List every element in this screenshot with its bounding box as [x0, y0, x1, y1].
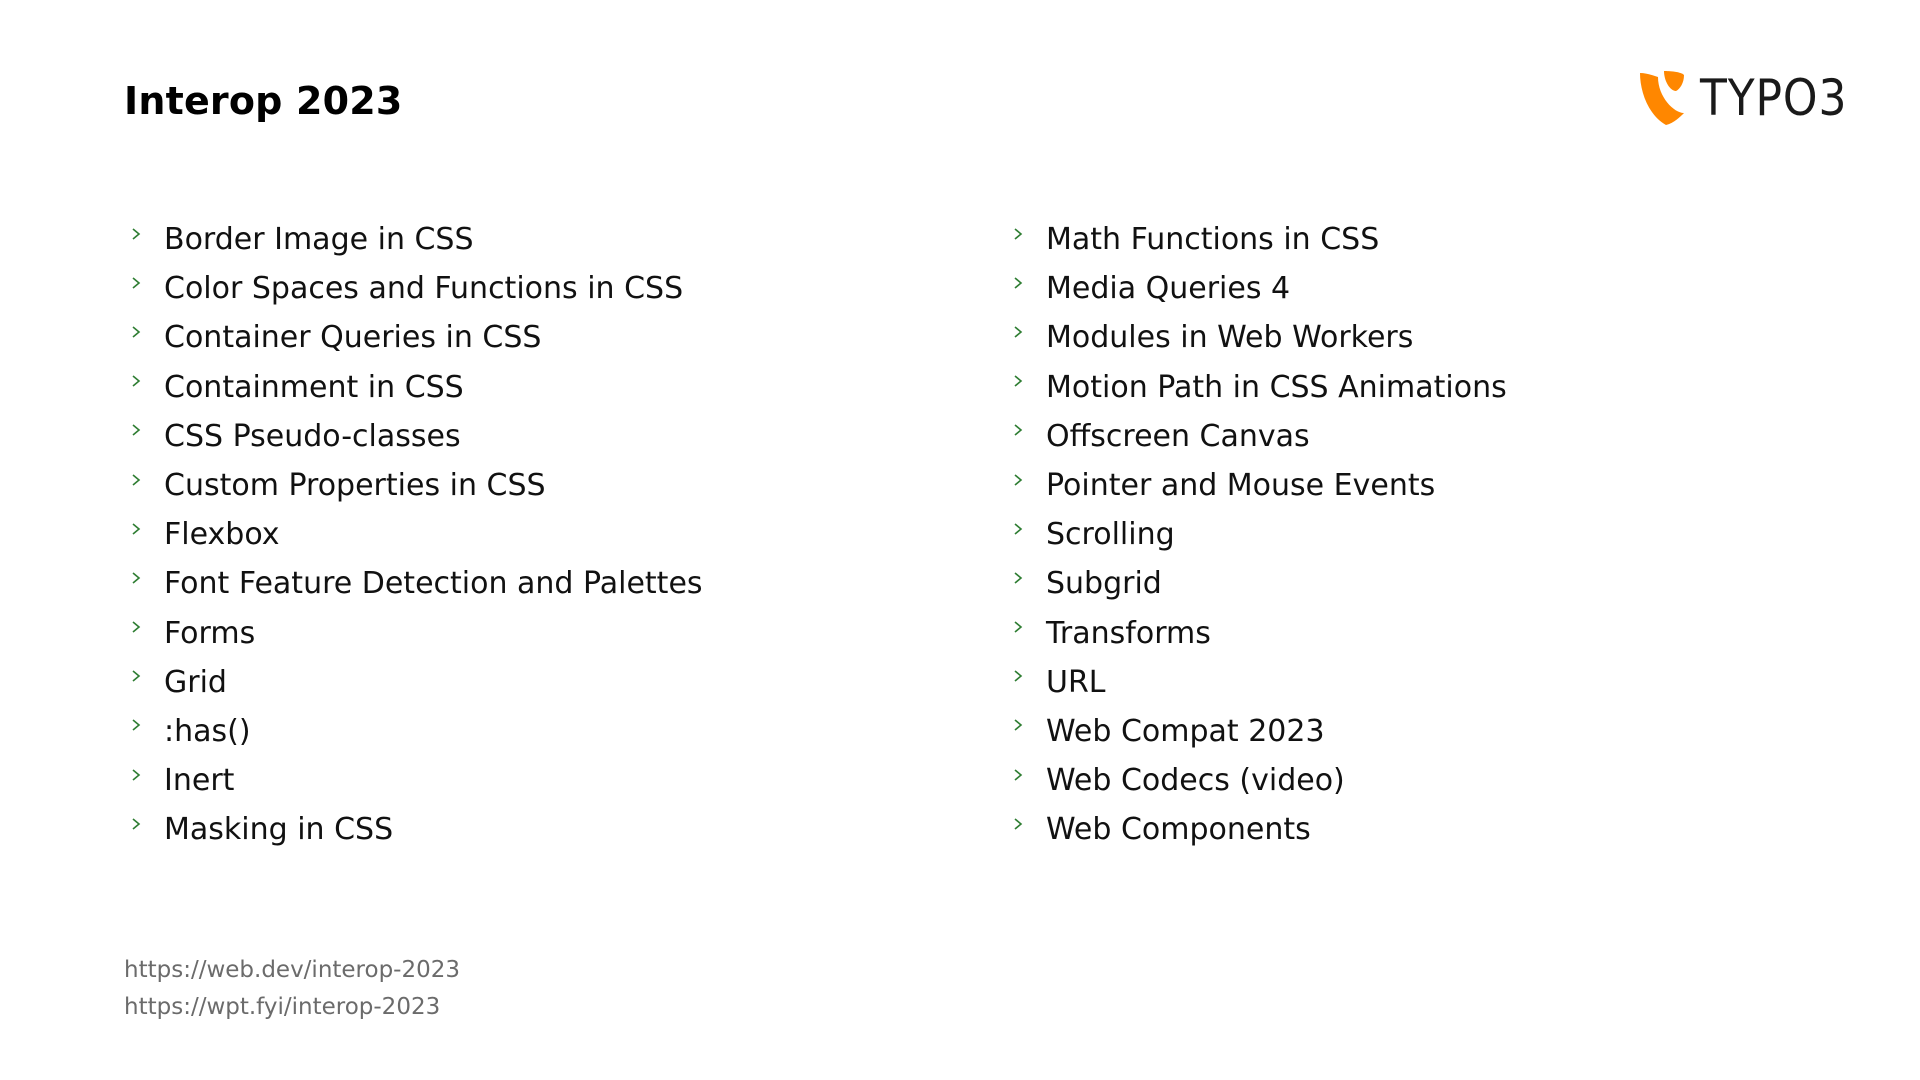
list-item-label: :has() — [164, 713, 251, 749]
list-item-label: Container Queries in CSS — [164, 320, 542, 356]
list-item-label: Pointer and Mouse Events — [1046, 468, 1436, 504]
chevron-right-icon — [1012, 227, 1024, 241]
list-item — [130, 559, 703, 608]
list-item — [130, 756, 703, 805]
chevron-right-icon — [1012, 669, 1024, 683]
chevron-right-icon — [1012, 768, 1024, 782]
list-item — [1012, 510, 1507, 559]
list-item — [130, 707, 703, 756]
list-item — [1012, 215, 1507, 264]
chevron-right-icon — [130, 423, 142, 437]
list-item-label: Offscreen Canvas — [1046, 418, 1310, 454]
list-item — [1012, 805, 1507, 854]
list-item-label: Color Spaces and Functions in CSS — [164, 271, 684, 307]
list-item-label: Forms — [164, 615, 256, 651]
list-item — [130, 658, 703, 707]
list-item — [130, 805, 703, 854]
list-item — [1012, 707, 1507, 756]
list-item-label: Flexbox — [164, 517, 280, 553]
list-item-label: Font Feature Detection and Palettes — [164, 566, 703, 602]
reference-links — [124, 952, 460, 1026]
link-web-dev[interactable]: https://web.dev/interop-2023 — [124, 957, 461, 983]
list-item — [130, 412, 703, 461]
chevron-right-icon — [1012, 374, 1024, 388]
list-item-label: Math Functions in CSS — [1046, 222, 1380, 258]
chevron-right-icon — [130, 718, 142, 732]
chevron-right-icon — [1012, 325, 1024, 339]
chevron-right-icon — [1012, 817, 1024, 831]
list-item — [1012, 658, 1507, 707]
chevron-right-icon — [1012, 276, 1024, 290]
list-item — [1012, 363, 1507, 412]
list-item-label: Subgrid — [1046, 566, 1162, 602]
chevron-right-icon — [1012, 473, 1024, 487]
slide-title: Interop 2023 — [124, 79, 403, 123]
list-item-label: Motion Path in CSS Animations — [1046, 369, 1507, 405]
chevron-right-icon — [1012, 571, 1024, 585]
list-item-label: Scrolling — [1046, 517, 1175, 553]
list-item — [1012, 264, 1507, 313]
chevron-right-icon — [1012, 620, 1024, 634]
list-item — [130, 264, 703, 313]
list-item — [1012, 559, 1507, 608]
chevron-right-icon — [130, 325, 142, 339]
list-item — [130, 510, 703, 559]
chevron-right-icon — [130, 669, 142, 683]
list-item-label: Web Codecs (video) — [1046, 763, 1345, 799]
chevron-right-icon — [130, 768, 142, 782]
list-item — [130, 461, 703, 510]
list-item — [130, 313, 703, 362]
list-item — [130, 215, 703, 264]
list-item — [130, 363, 703, 412]
list-item — [1012, 313, 1507, 362]
chevron-right-icon — [130, 620, 142, 634]
list-item-label: Modules in Web Workers — [1046, 320, 1414, 356]
list-item — [1012, 756, 1507, 805]
logo-wordmark: TYPO3 — [1700, 69, 1848, 127]
list-item-label: URL — [1046, 664, 1106, 700]
list-item-label: Grid — [164, 664, 227, 700]
list-item-label: Custom Properties in CSS — [164, 468, 546, 504]
left-bullet-list — [130, 215, 703, 854]
list-item-label: CSS Pseudo-classes — [164, 418, 461, 454]
chevron-right-icon — [130, 817, 142, 831]
chevron-right-icon — [130, 227, 142, 241]
chevron-right-icon — [130, 522, 142, 536]
right-bullet-list — [1012, 215, 1507, 854]
chevron-right-icon — [130, 276, 142, 290]
list-item-label: Masking in CSS — [164, 812, 394, 848]
list-item-label: Border Image in CSS — [164, 222, 474, 258]
chevron-right-icon — [1012, 522, 1024, 536]
list-item-label: Containment in CSS — [164, 369, 464, 405]
list-item-label: Inert — [164, 763, 235, 799]
list-item-label: Web Compat 2023 — [1046, 713, 1325, 749]
chevron-right-icon — [130, 571, 142, 585]
link-wpt-fyi[interactable]: https://wpt.fyi/interop-2023 — [124, 994, 441, 1020]
chevron-right-icon — [130, 473, 142, 487]
list-item-label: Web Components — [1046, 812, 1311, 848]
list-item — [1012, 461, 1507, 510]
typo3-logo — [1636, 66, 1867, 130]
typo3-logo-icon — [1636, 69, 1688, 127]
list-item — [1012, 412, 1507, 461]
chevron-right-icon — [130, 374, 142, 388]
list-item-label: Transforms — [1046, 615, 1211, 651]
chevron-right-icon — [1012, 423, 1024, 437]
chevron-right-icon — [1012, 718, 1024, 732]
list-item — [130, 609, 703, 658]
list-item-label: Media Queries 4 — [1046, 271, 1291, 307]
list-item — [1012, 609, 1507, 658]
